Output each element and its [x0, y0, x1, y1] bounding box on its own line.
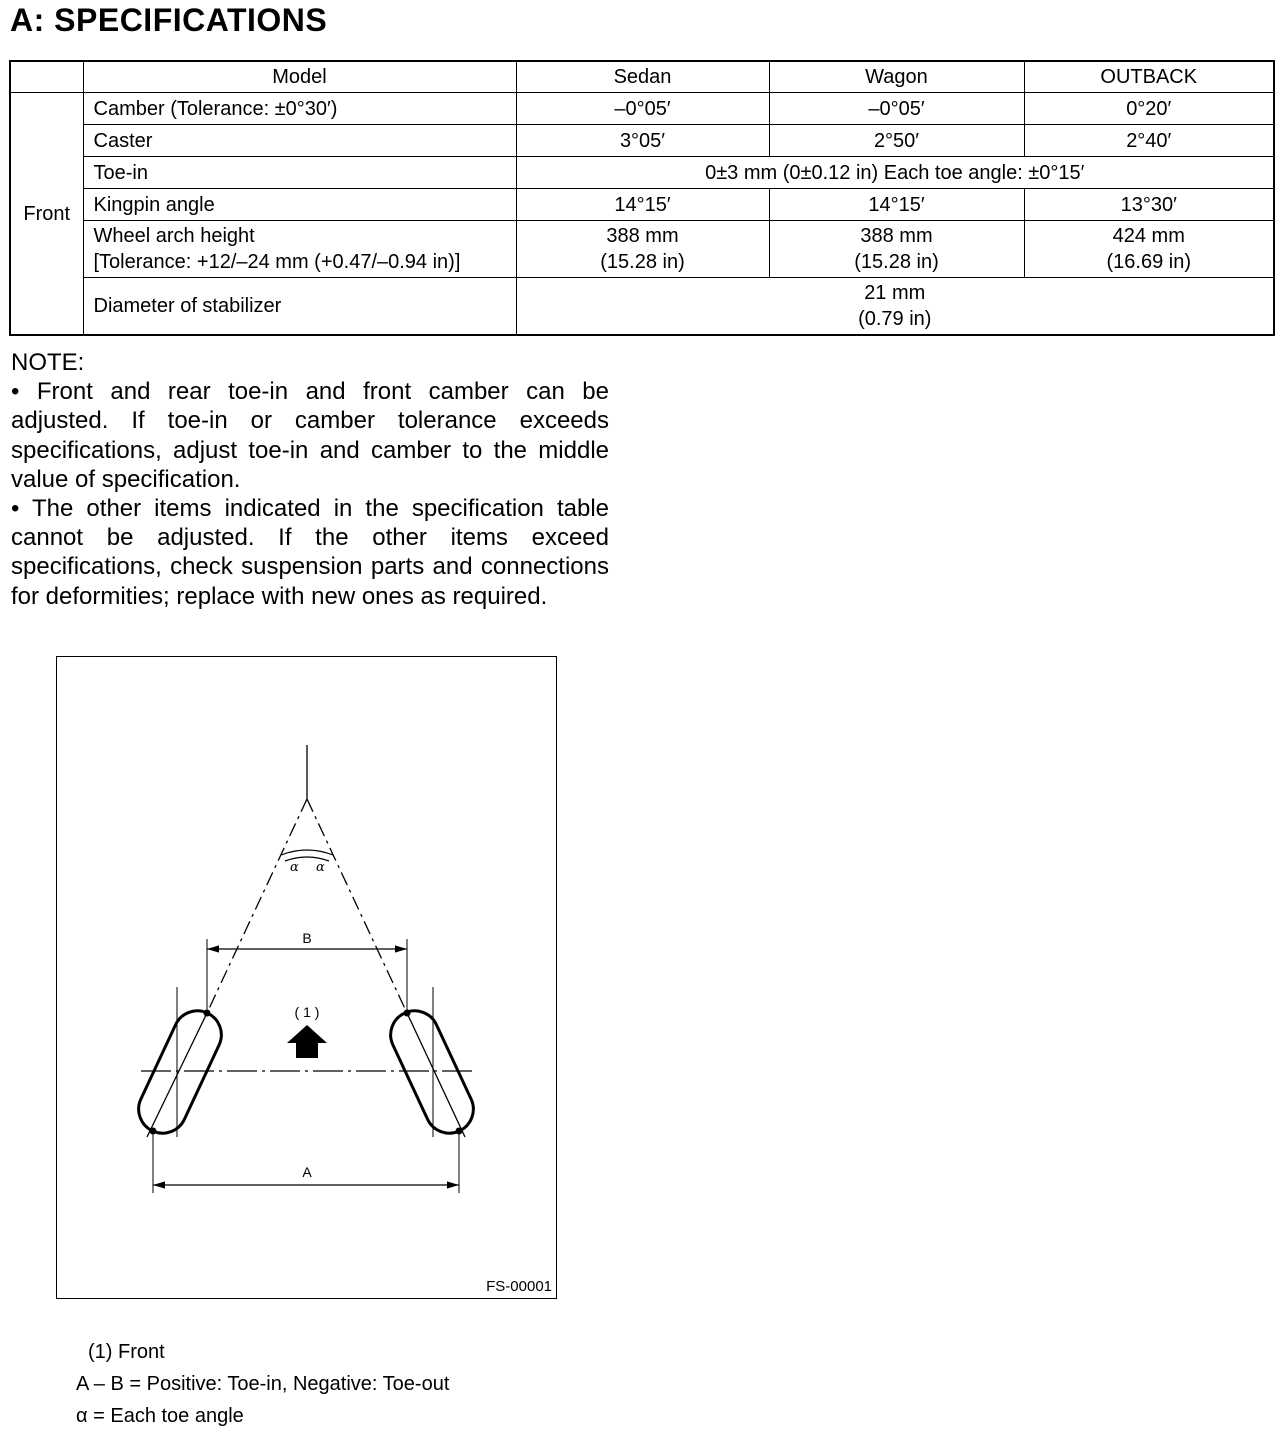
- angle-arc-outer: [281, 850, 333, 855]
- camber-label: Camber (Tolerance: ±0°30′): [83, 93, 516, 125]
- caster-sedan: 3°05′: [516, 125, 769, 157]
- left-wheel-front-point: [204, 1010, 211, 1017]
- note-item-1: • Front and rear toe-in and front camber can be adjusted. If toe-in or camber tolerance exceeds specifications, adjust toe-in and camber to the middle value of specification.: [11, 378, 609, 493]
- wheel-arch-wagon-in: (15.28 in): [854, 251, 939, 273]
- alpha-left-label: α: [290, 860, 299, 875]
- alpha-right-label: α: [316, 860, 325, 875]
- wheel-arch-sedan: [516, 221, 769, 278]
- kingpin-wagon: 14°15′: [769, 189, 1024, 221]
- caster-wagon: 2°50′: [769, 125, 1024, 157]
- header-model: Model: [83, 61, 516, 93]
- toe-in-label: Toe-in: [83, 157, 516, 189]
- section-heading: A: SPECIFICATIONS: [10, 2, 328, 38]
- table-row: [10, 125, 1274, 157]
- note-block: [11, 348, 609, 611]
- table-row: [10, 189, 1274, 221]
- right-axis-line: [407, 1013, 465, 1137]
- wheel-arch-label: [83, 221, 516, 278]
- left-wheel: [131, 1003, 229, 1141]
- right-wheel-front-point: [404, 1010, 411, 1017]
- toe-in-diagram: [56, 656, 557, 1299]
- header-wagon: Wagon: [769, 61, 1024, 93]
- table-row: [10, 93, 1274, 125]
- wheel-arch-sedan-in: (15.28 in): [600, 251, 685, 273]
- header-sedan: Sedan: [516, 61, 769, 93]
- stabilizer-in: (0.79 in): [858, 308, 932, 330]
- kingpin-label: Kingpin angle: [83, 189, 516, 221]
- camber-outback: 0°20′: [1024, 93, 1274, 125]
- table-row: [10, 157, 1274, 189]
- caster-label: Caster: [83, 125, 516, 157]
- wheel-arch-label-line2: [Tolerance: +12/–24 mm (+0.47/–0.94 in)]: [93, 251, 461, 273]
- wheel-arch-label-line1: Wheel arch height: [93, 225, 255, 247]
- toe-diagram-svg: [57, 657, 558, 1300]
- legend-item-alpha: α = Each toe angle: [76, 1405, 244, 1427]
- stabilizer-value: [516, 278, 1274, 336]
- corner-cell: [10, 61, 83, 93]
- header-outback: OUTBACK: [1024, 61, 1274, 93]
- front-arrow-icon: [287, 1025, 327, 1058]
- wheel-arch-outback: [1024, 221, 1274, 278]
- front-callout-label: ( 1 ): [294, 1004, 320, 1020]
- wheel-arch-wagon: [769, 221, 1024, 278]
- note-item-2: • The other items indicated in the specification table cannot be adjusted. If the other items exceed specifications, check suspension parts and connections for deformities; replace with new ones as required.: [11, 495, 609, 610]
- table-header-row: [10, 61, 1274, 93]
- toe-in-value: 0±3 mm (0±0.12 in) Each toe angle: ±0°15′: [516, 157, 1274, 189]
- dimension-b-label: B: [302, 930, 312, 946]
- camber-wagon: –0°05′: [769, 93, 1024, 125]
- stabilizer-label: Diameter of stabilizer: [83, 278, 516, 336]
- table-row: [10, 221, 1274, 278]
- kingpin-sedan: 14°15′: [516, 189, 769, 221]
- wheel-arch-outback-mm: 424 mm: [1112, 225, 1185, 247]
- group-label-front: Front: [10, 93, 83, 336]
- figure-id: FS-00001: [486, 1278, 552, 1295]
- right-wheel: [383, 1003, 481, 1141]
- wheel-arch-outback-in: (16.69 in): [1106, 251, 1191, 273]
- legend-item-front: (1) Front: [88, 1341, 165, 1363]
- camber-sedan: –0°05′: [516, 93, 769, 125]
- stabilizer-mm: 21 mm: [864, 282, 926, 304]
- note-title: NOTE:: [11, 349, 85, 376]
- wheel-arch-wagon-mm: 388 mm: [860, 225, 933, 247]
- dimension-a-label: A: [302, 1164, 312, 1180]
- kingpin-outback: 13°30′: [1024, 189, 1274, 221]
- legend-item-ab: A – B = Positive: Toe-in, Negative: Toe-out: [76, 1373, 450, 1395]
- caster-outback: 2°40′: [1024, 125, 1274, 157]
- wheel-arch-sedan-mm: 388 mm: [606, 225, 679, 247]
- left-toe-line: [207, 799, 307, 1013]
- right-toe-line: [307, 799, 407, 1013]
- specifications-table: [9, 60, 1275, 336]
- table-row: [10, 278, 1274, 336]
